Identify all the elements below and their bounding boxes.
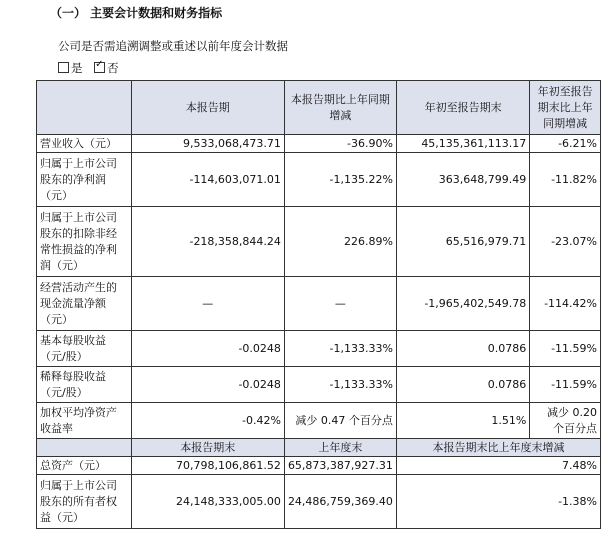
cell-change: 7.48% — [396, 457, 600, 475]
section-title: （一） 主要会计数据和财务指标 — [50, 6, 223, 20]
option-yes[interactable] — [58, 61, 83, 75]
checkbox-yes-icon[interactable] — [58, 62, 69, 73]
option-no[interactable] — [94, 61, 119, 75]
cell-prev-end: 65,873,387,927.31 — [284, 457, 396, 475]
t2-header-blank — [37, 439, 132, 457]
cell-ytd-change: -114.42% — [530, 277, 601, 331]
table-row — [37, 331, 601, 367]
t2-header-end: 本报告期末 — [131, 439, 284, 457]
cell-current: -0.0248 — [131, 367, 284, 403]
cell-ytd: 0.0786 — [396, 367, 529, 403]
t1-header-current-change: 本报告期比上年同期增减 — [284, 81, 396, 135]
cell-ytd: 65,516,979.71 — [396, 207, 529, 277]
table-row — [37, 153, 601, 207]
row-label: 总资产（元） — [37, 457, 132, 475]
row-label: 基本每股收益（元/股） — [37, 331, 132, 367]
cell-current: -114,603,071.01 — [131, 153, 284, 207]
table1-header-row — [37, 81, 601, 135]
option-yes-label: 是 — [71, 61, 83, 75]
table2-header-row — [37, 439, 601, 457]
cell-current-change: — — [284, 277, 396, 331]
table-row — [37, 367, 601, 403]
t1-header-blank — [37, 81, 132, 135]
row-label: 归属于上市公司股东的扣除非经常性损益的净利润（元） — [37, 207, 132, 277]
row-label: 加权平均净资产收益率 — [37, 403, 132, 439]
table-row — [37, 457, 601, 475]
cell-end: 24,148,333,005.00 — [131, 475, 284, 529]
row-label: 营业收入（元） — [37, 135, 132, 153]
cell-prev-end: 24,486,759,369.40 — [284, 475, 396, 529]
cell-ytd: 363,648,799.49 — [396, 153, 529, 207]
cell-current-change: -1,135.22% — [284, 153, 396, 207]
restate-question: 公司是否需追溯调整或重述以前年度会计数据 — [58, 39, 288, 53]
table-row — [37, 277, 601, 331]
cell-ytd-change: 减少 0.20 个百分点 — [530, 403, 601, 439]
cell-change: -1.38% — [396, 475, 600, 529]
row-label: 经营活动产生的现金流量净额（元） — [37, 277, 132, 331]
table-row — [37, 403, 601, 439]
cell-current-change: -1,133.33% — [284, 367, 396, 403]
row-label: 稀释每股收益（元/股） — [37, 367, 132, 403]
t1-header-ytd-change: 年初至报告期末比上年同期增减 — [530, 81, 601, 135]
restate-options — [58, 60, 127, 76]
row-label: 归属于上市公司股东的净利润（元） — [37, 153, 132, 207]
cell-end: 70,798,106,861.52 — [131, 457, 284, 475]
cell-ytd: 0.0786 — [396, 331, 529, 367]
cell-ytd-change: -23.07% — [530, 207, 601, 277]
cell-current-change: -1,133.33% — [284, 331, 396, 367]
t2-header-prev-end: 上年度末 — [284, 439, 396, 457]
cell-current-change: 减少 0.47 个百分点 — [284, 403, 396, 439]
cell-current: 9,533,068,473.71 — [131, 135, 284, 153]
t1-header-current: 本报告期 — [131, 81, 284, 135]
option-no-label: 否 — [107, 61, 119, 75]
financial-table — [36, 80, 601, 529]
cell-ytd-change: -11.59% — [530, 367, 601, 403]
table-row — [37, 475, 601, 529]
t2-header-change: 本报告期末比上年度末增减 — [396, 439, 600, 457]
cell-current-change: 226.89% — [284, 207, 396, 277]
table-row — [37, 207, 601, 277]
cell-current-change: -36.90% — [284, 135, 396, 153]
cell-ytd-change: -11.82% — [530, 153, 601, 207]
cell-ytd-change: -6.21% — [530, 135, 601, 153]
cell-current: -218,358,844.24 — [131, 207, 284, 277]
cell-ytd: 1.51% — [396, 403, 529, 439]
cell-ytd: 45,135,361,113.17 — [396, 135, 529, 153]
cell-ytd: -1,965,402,549.78 — [396, 277, 529, 331]
cell-current: -0.42% — [131, 403, 284, 439]
cell-current: — — [131, 277, 284, 331]
cell-current: -0.0248 — [131, 331, 284, 367]
checkbox-no-checked-icon[interactable] — [94, 62, 105, 73]
t1-header-ytd: 年初至报告期末 — [396, 81, 529, 135]
row-label: 归属于上市公司股东的所有者权益（元） — [37, 475, 132, 529]
table-row — [37, 135, 601, 153]
cell-ytd-change: -11.59% — [530, 331, 601, 367]
